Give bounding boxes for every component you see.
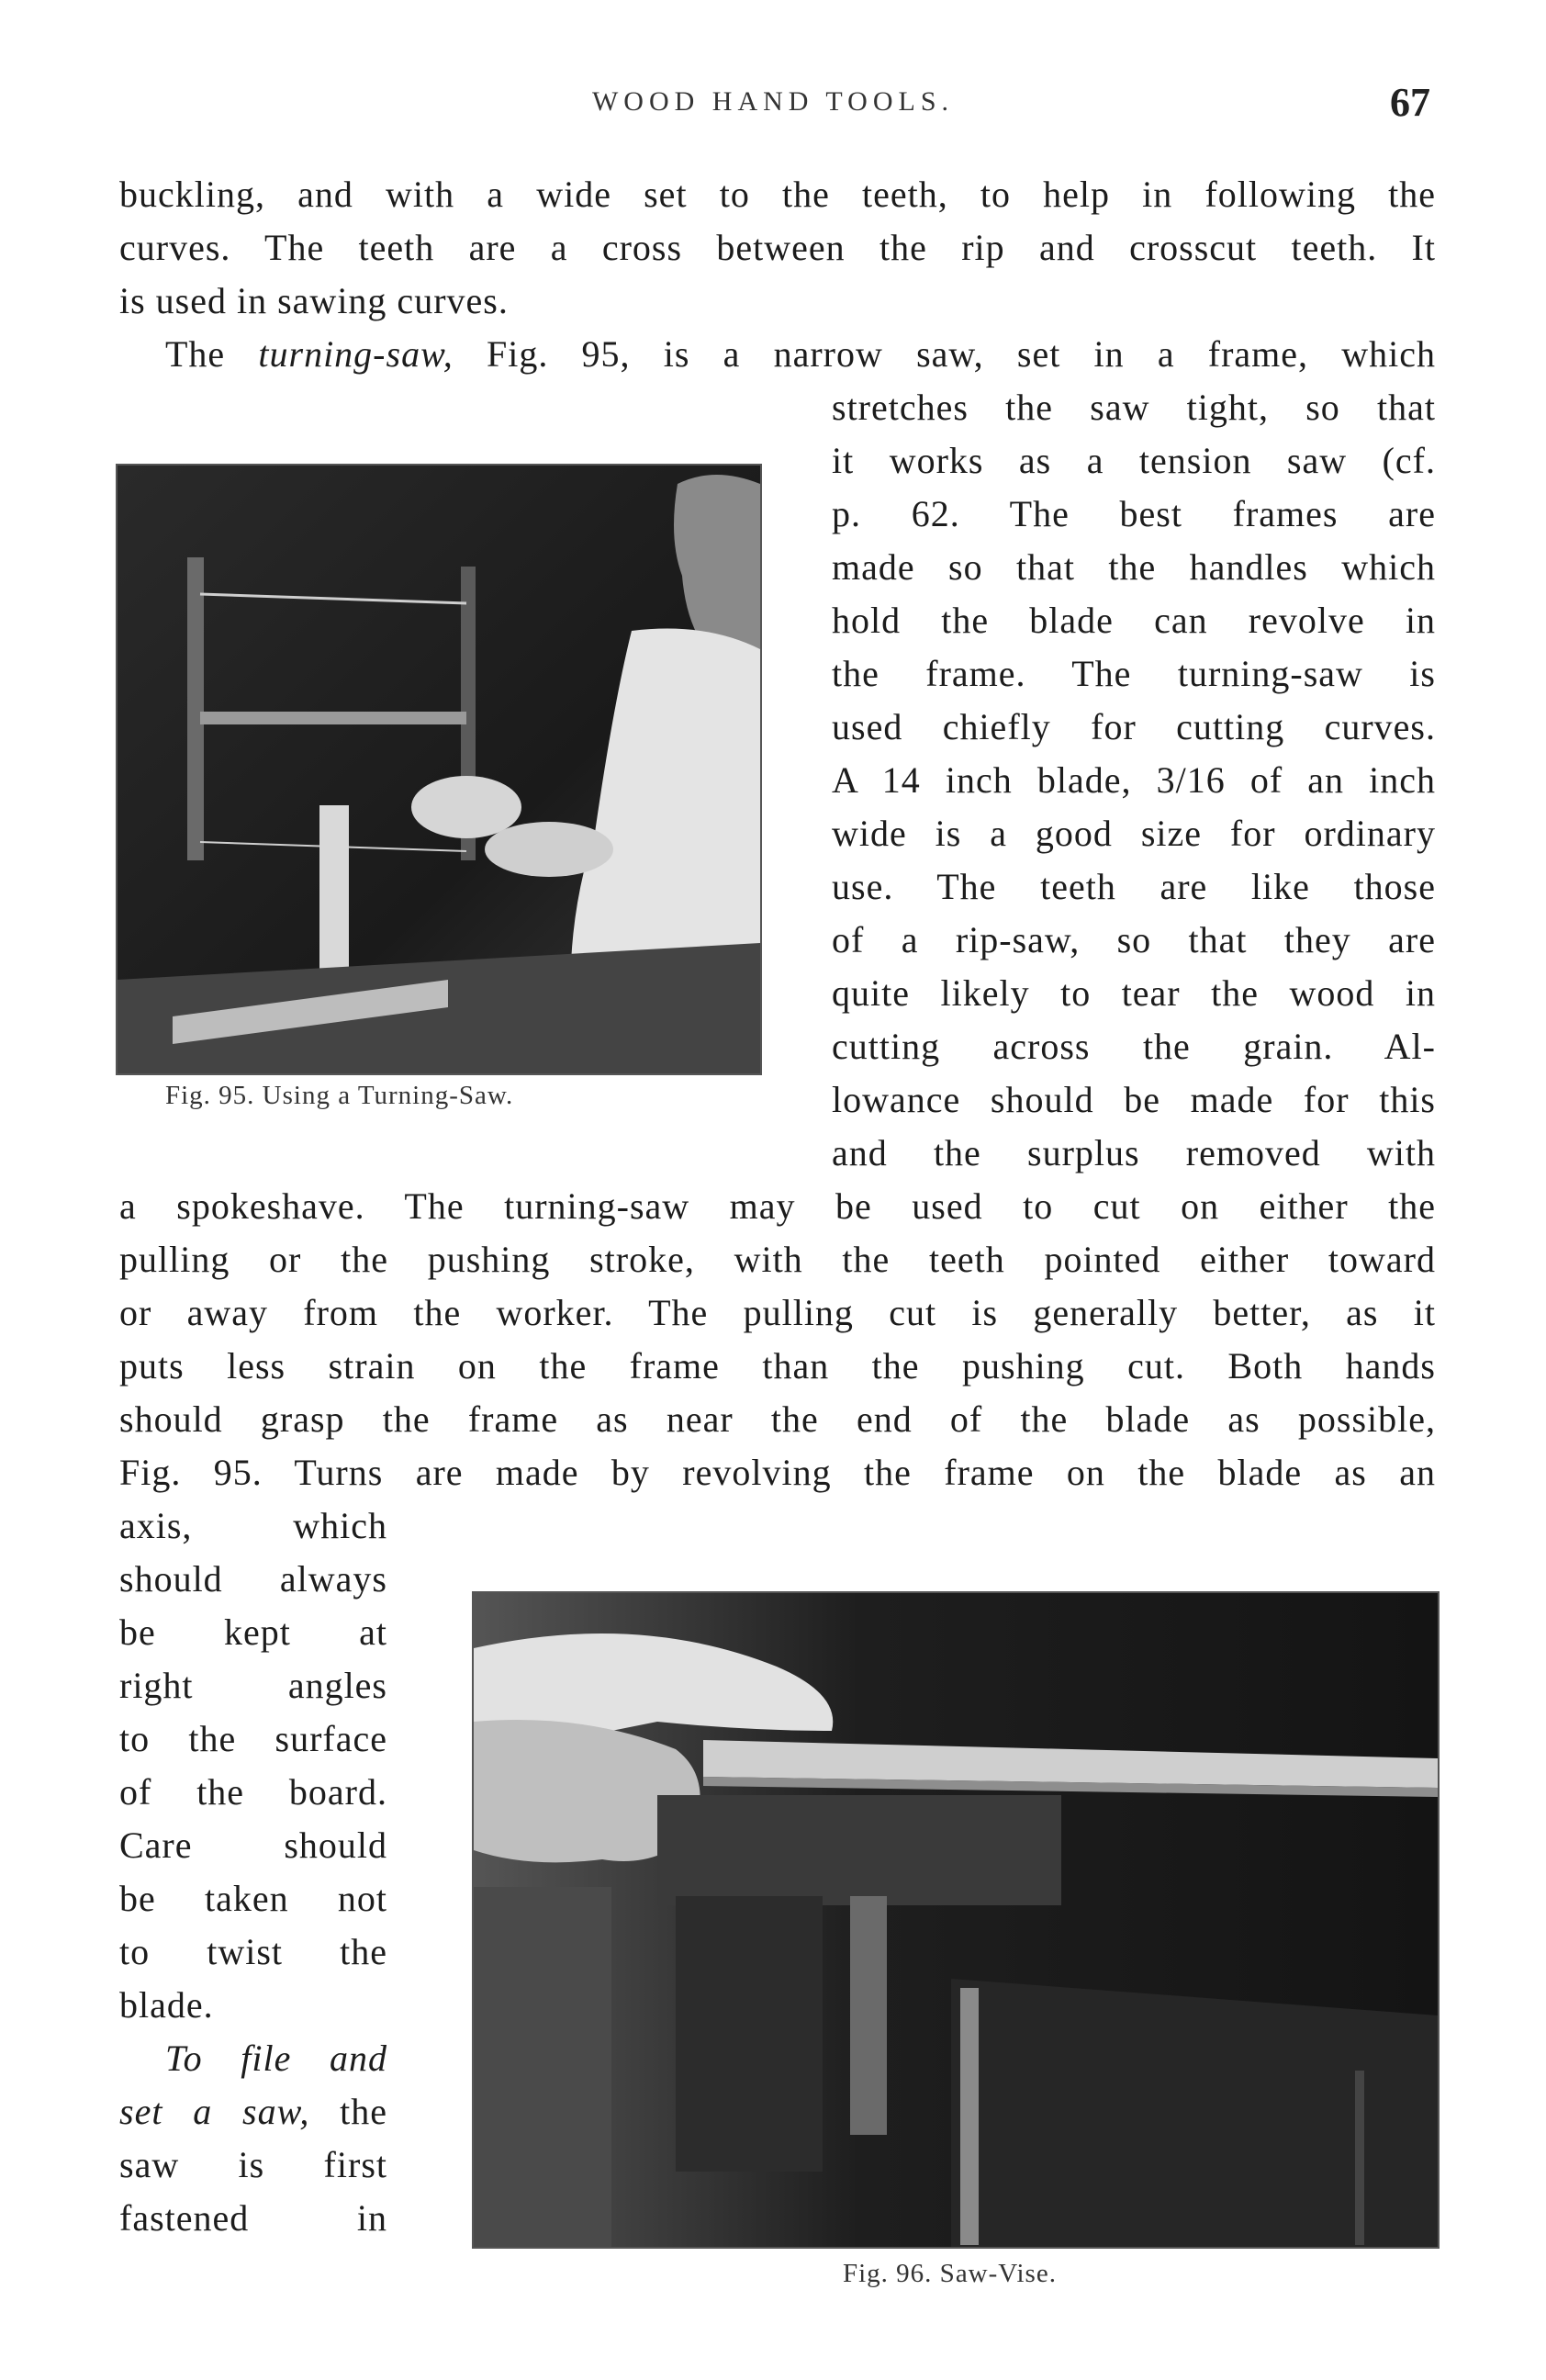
text-line: quite likely to tear the wood in	[832, 972, 1436, 1014]
text-line: and the surplus removed with	[832, 1132, 1436, 1173]
text-line: The turning-saw, Fig. 95, is a narrow saw, set in a frame, which	[165, 333, 1437, 375]
text-line: be kept at	[119, 1611, 387, 1653]
text-line: saw is first	[119, 2144, 387, 2185]
text-line: stretches the saw tight, so that	[832, 387, 1436, 428]
text-line: A 14 inch blade, 3/16 of an inch	[832, 759, 1436, 801]
text-line	[165, 2032, 387, 2085]
text-line: use. The teeth are like those	[832, 866, 1436, 907]
term-file-and-set: To file and	[165, 2038, 387, 2079]
text-line: is used in sawing curves.	[119, 280, 509, 321]
text-line: or away from the worker. The pulling cut is generally better, as it	[119, 1292, 1436, 1333]
text-line: the frame. The turning-saw is	[832, 653, 1436, 694]
text-line: should grasp the frame as near the end of the blade as possible,	[119, 1398, 1436, 1440]
figure-96-photo	[472, 1591, 1440, 2249]
text-line: of a rip-saw, so that they are	[832, 919, 1436, 960]
text-line: axis, which	[119, 1505, 387, 1546]
text-line: blade.	[119, 1984, 214, 2026]
text-line: lowance should be made for this	[832, 1079, 1436, 1120]
text-line: used chiefly for cutting curves.	[832, 706, 1436, 747]
text-line: right angles	[119, 1665, 387, 1706]
text-line: Fig. 95. Turns are made by revolving the frame on the blade as an	[119, 1452, 1436, 1493]
text-line: made so that the handles which	[832, 546, 1436, 588]
text-line: be taken not	[119, 1878, 387, 1919]
figure-95-caption: Fig. 95. Using a Turning-Saw.	[165, 1081, 514, 1110]
text-line: of the board.	[119, 1771, 387, 1813]
text-line: puts less strain on the frame than the pushing cut. Both hands	[119, 1345, 1436, 1386]
term-turning-saw: turning-saw,	[258, 333, 454, 375]
text-line: hold the blade can revolve in	[832, 600, 1436, 641]
text-line: p. 62. The best frames are	[832, 493, 1436, 534]
text-line: it works as a tension saw (cf.	[832, 440, 1436, 481]
text-line: a spokeshave. The turning-saw may be used to cut on either the	[119, 1185, 1436, 1227]
text-line: Care should	[119, 1824, 387, 1866]
saw-vise-illustration	[474, 1593, 1438, 2247]
figure-95-photo	[116, 464, 762, 1075]
text-line: fastened in	[119, 2197, 387, 2239]
text-line: wide is a good size for ordinary	[832, 813, 1436, 854]
text-line: pulling or the pushing stroke, with the teeth pointed either toward	[119, 1239, 1436, 1280]
figure-96-caption: Fig. 96. Saw-Vise.	[843, 2259, 1057, 2288]
text-line: to the surface	[119, 1718, 387, 1759]
running-title: WOOD HAND TOOLS.	[591, 86, 955, 117]
text-line: curves. The teeth are a cross between the rip and crosscut teeth. It	[119, 227, 1436, 268]
text-line: cutting across the grain. Al-	[832, 1026, 1436, 1067]
text-line: should always	[119, 1558, 387, 1600]
turning-saw-illustration	[118, 466, 760, 1073]
text-line: to twist the	[119, 1931, 387, 1972]
running-header	[0, 80, 1546, 138]
page-number: 67	[1390, 80, 1430, 125]
text-line: set a saw, the	[119, 2091, 387, 2132]
text-line: buckling, and with a wide set to the teeth, to help in following the	[119, 174, 1436, 215]
